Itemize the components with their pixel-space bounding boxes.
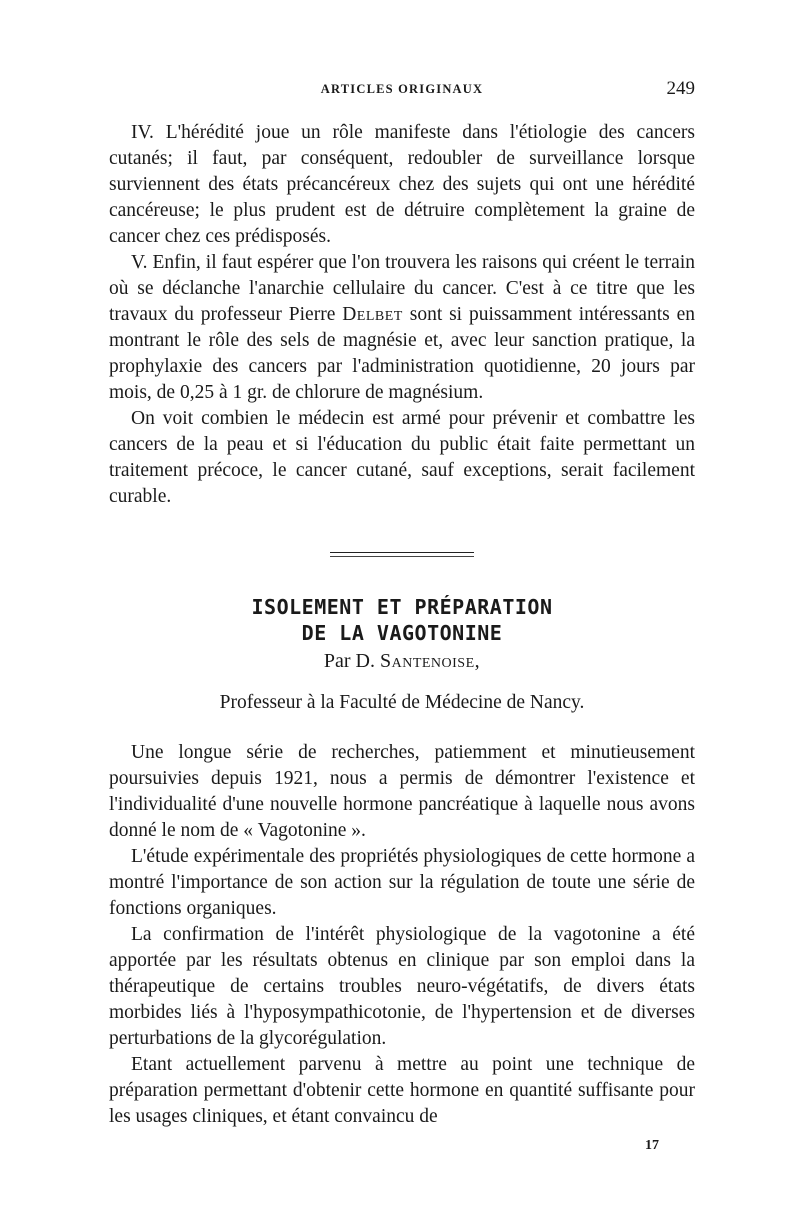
- author-name: Santenoise,: [379, 650, 481, 672]
- previous-article-conclusion: [109, 120, 695, 510]
- paragraph: On voit combien le médecin est armé pour prévenir et combattre les cancers de la peau et si l'éducation du public était faite permettant un traitement précoce, le cancer cutané, sauf exceptions, serait facilement curable.: [109, 408, 695, 507]
- article-body: [109, 740, 695, 1130]
- running-title: ARTICLES ORIGINAUX: [320, 82, 484, 96]
- author-affiliation: Professeur à la Faculté de Médecine de Nancy.: [219, 692, 585, 713]
- paragraph: La confirmation de l'intérêt physiologique de la vagotonine a été apportée par les résultats obtenus en clinique par son emploi dans la thérapeutique de certains troubles neuro-végétatifs, de divers états morbides liés à l'hyposympathicotonie, de l'hypertension et de diverses perturbations de la glycorégulation.: [109, 924, 695, 1049]
- paragraph-text: sont si puissamment intéressants en montrant le rôle des sels de magnésie et, avec leur sanction pratique, la prophylaxie des cancers par l'administration quotidienne, 20 jours par mois, de 0,25 à 1 gr. de chlorure de magnésium.: [109, 304, 695, 403]
- author-name-delbet: Delbet: [342, 304, 403, 325]
- paragraph: IV. L'hérédité joue un rôle manifeste dans l'étiologie des cancers cutanés; il faut, par conséquent, redoubler de surveillance lorsque surviennent des états précancéreux chez des sujets qui ont une hérédité cancéreuse; le plus prudent est de détruire complètement la graine de cancer chez ces prédisposés.: [109, 122, 695, 247]
- paragraph-text: V. Enfin, il faut espérer que l'on trouvera les raisons qui créent le terrain où se déclanche l'anarchie cellulaire du cancer. C'est à ce titre que les travaux du professeur Pierre: [109, 252, 695, 325]
- signature-mark: 17: [645, 1138, 659, 1153]
- byline: [109, 650, 695, 673]
- article-title-line-2: DE LA VAGOTONINE: [301, 621, 503, 645]
- paragraph: Une longue série de recherches, patiemment et minutieusement poursuivies depuis 1921, nous a permis de démontrer l'existence et l'individualité d'une nouvelle hormone pancréatique à laquelle nous avons donné le nom de « Vagotonine ».: [109, 742, 695, 841]
- page-number: 249: [666, 78, 695, 99]
- paragraph: Etant actuellement parvenu à mettre au point une technique de préparation permettant d'obtenir cette hormone en quantité suffisante pour les usages cliniques, et étant convaincu de: [109, 1054, 695, 1127]
- section-divider: [330, 552, 474, 558]
- running-head: [109, 78, 695, 102]
- paragraph: [109, 250, 695, 406]
- byline-prefix: Par D.: [323, 650, 380, 672]
- paragraph: L'étude expérimentale des propriétés physiologiques de cette hormone a montré l'importance de son action sur la régulation de toute une série de fonctions organiques.: [109, 846, 695, 919]
- article-title-line-1: ISOLEMENT ET PRÉPARATION: [251, 595, 553, 619]
